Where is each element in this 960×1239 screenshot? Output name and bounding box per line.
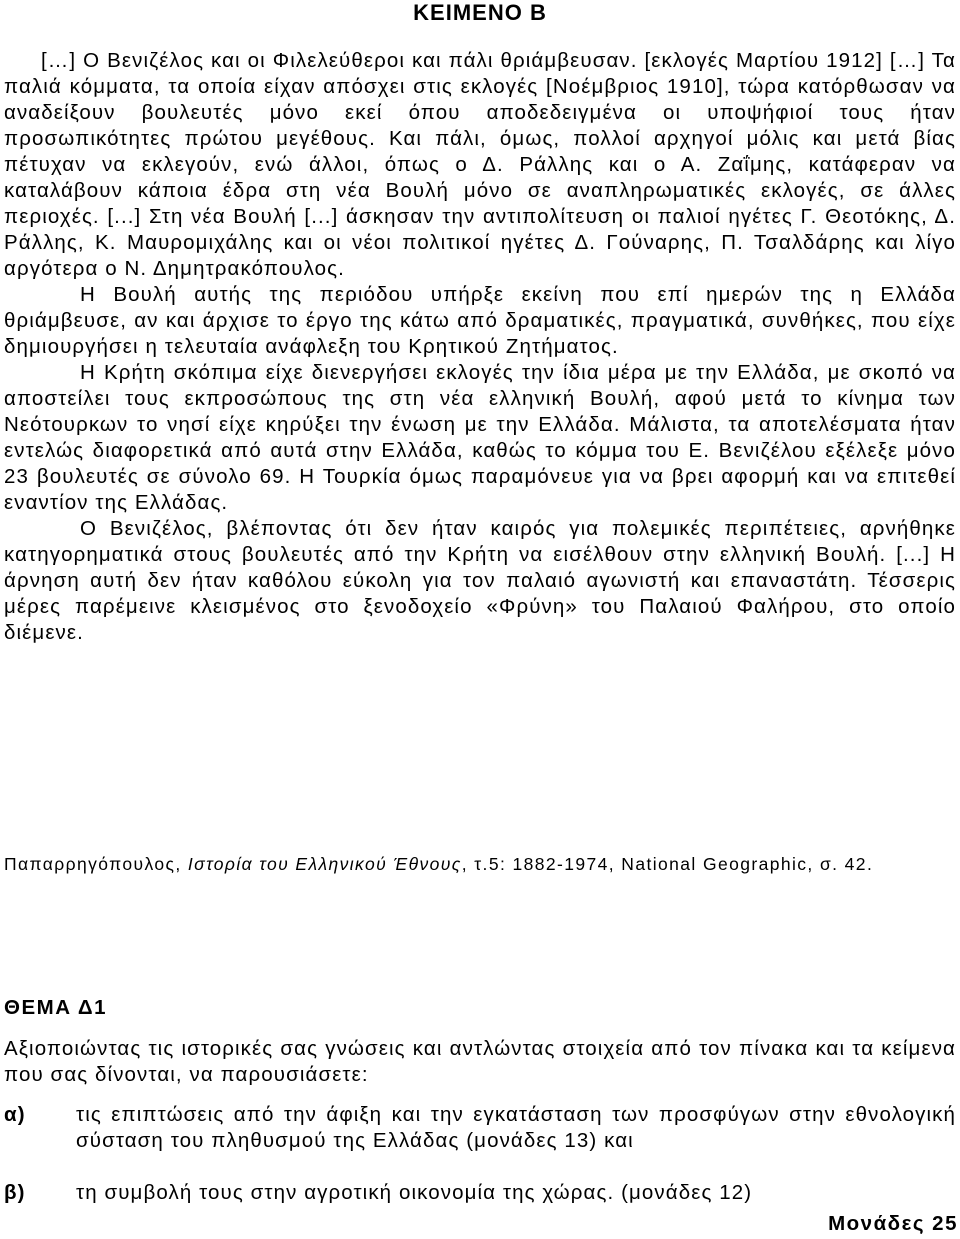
source-text-body <box>4 48 956 646</box>
question-b <box>4 1180 956 1206</box>
text-paragraph-3: Η Κρήτη σκόπιμα είχε διενεργήσει εκλογές την ίδια μέρα με την Ελλάδα, με σκοπό να αποστείλει τους εκπροσώπους της στη νέα ελληνική Βουλή, αφού μετά το κίνημα των Νεότουρκων το νησί είχε κηρύξει την ένωση με την Ελλάδα. Μάλιστα, τα αποτελέσματα ήταν εντελώς διαφορετικά από αυτά στην Ελλάδα, καθώς το κόμμα του Ε. Βενιζέλου εξέλεξε μόνο 23 βουλευτές σε σύνολο 69. Η Τουρκία όμως παραμόνευε για να βρει αφορμή και να επιτεθεί εναντίον της Ελλάδας. <box>4 361 956 514</box>
text-paragraph-2: Η Βουλή αυτής της περιόδου υπήρξε εκείνη που επί ημερών της η Ελλάδα θριάμβευσε, αν και άρχισε το έργο της κάτω από δραματικές, πραγματικά, συνθήκες, που είχε δημιουργήσει η τελευταία ανάφλεξη του Κρητικού Ζητήματος. <box>4 283 956 358</box>
total-marks: Μονάδες 25 <box>828 1212 958 1235</box>
theme-heading: ΘΕΜΑ Δ1 <box>4 996 108 1019</box>
citation-details: , τ.5: 1882-1974, National Geographic, σ. 42. <box>461 854 874 874</box>
text-paragraph-1: […] Ο Βενιζέλος και οι Φιλελεύθεροι και πάλι θριάμβευσαν. [εκλογές Μαρτίου 1912] […] Τα παλιά κόμματα, τα οποία είχαν απόσχει στις εκλογές [Νοέμβριος 1910], τώρα κατόρθωσαν να αναδείξουν βουλευτές μόνο εκεί όπου αποδεδειγμένα οι υποψήφιοί τους ήταν προσωπικότητες πρώτου μεγέθους. Και πάλι, όμως, πολλοί αρχηγοί μόλις και μετά βίας πέτυχαν να εκλεγούν, ενώ άλλοι, όπως ο Δ. Ράλλης και ο Α. Ζαΐμης, κατάφεραν να καταλάβουν κάποια έδρα στη νέα Βουλή μόνο σε αναπληρωματικές εκλογές, σε άλλες περιοχές. [...] Στη νέα Βουλή [...] άσκησαν την αντιπολίτευση οι παλιοί ηγέτες Γ. Θεοτόκης, Δ. Ράλλης, Κ. Μαυρομιχάλης και οι νέοι πολιτικοί ηγέτες Δ. Γούναρης, Π. Τσαλδάρης και λίγο αργότερα ο Ν. Δημητρακόπουλος. <box>4 49 956 280</box>
question-a <box>4 1102 956 1154</box>
citation-author: Παπαρρηγόπουλος, <box>4 854 182 874</box>
text-paragraph-4: Ο Βενιζέλος, βλέποντας ότι δεν ήταν καιρός για πολεμικές περιπέτειες, αρνήθηκε κατηγορηματικά στους βουλευτές από την Κρήτη να εισέλθουν στην ελληνική Βουλή. [...] Η άρνηση αυτή δεν ήταν καθόλου εύκολη για τον παλαιό αγωνιστή και επαναστάτη. Τέσσερις μέρες παρέμεινε κλεισμένος στο ξενοδοχείο «Φρύνη» του Παλαιού Φαλήρου, στο οποίο διέμενε. <box>4 517 956 644</box>
document-title: ΚΕΙΜΕΝΟ Β <box>413 0 547 25</box>
citation-work: Ιστορία του Ελληνικού Έθνους <box>181 854 462 874</box>
source-citation <box>4 852 956 877</box>
question-marker: β) <box>4 1181 26 1204</box>
question-marker: α) <box>4 1103 26 1126</box>
question-text: τη συμβολή τους στην αγροτική οικονομία της χώρας. (μονάδες 12) <box>76 1181 753 1204</box>
theme-instructions: Αξιοποιώντας τις ιστορικές σας γνώσεις και αντλώντας στοιχεία από τον πίνακα και τα κείμενα που σας δίνονται, να παρουσιάσετε: <box>4 1037 956 1086</box>
question-text: τις επιπτώσεις από την άφιξη και την εγκατάσταση των προσφύγων στην εθνολογική σύσταση του πληθυσμού της Ελλάδας (μονάδες 13) και <box>76 1103 956 1152</box>
